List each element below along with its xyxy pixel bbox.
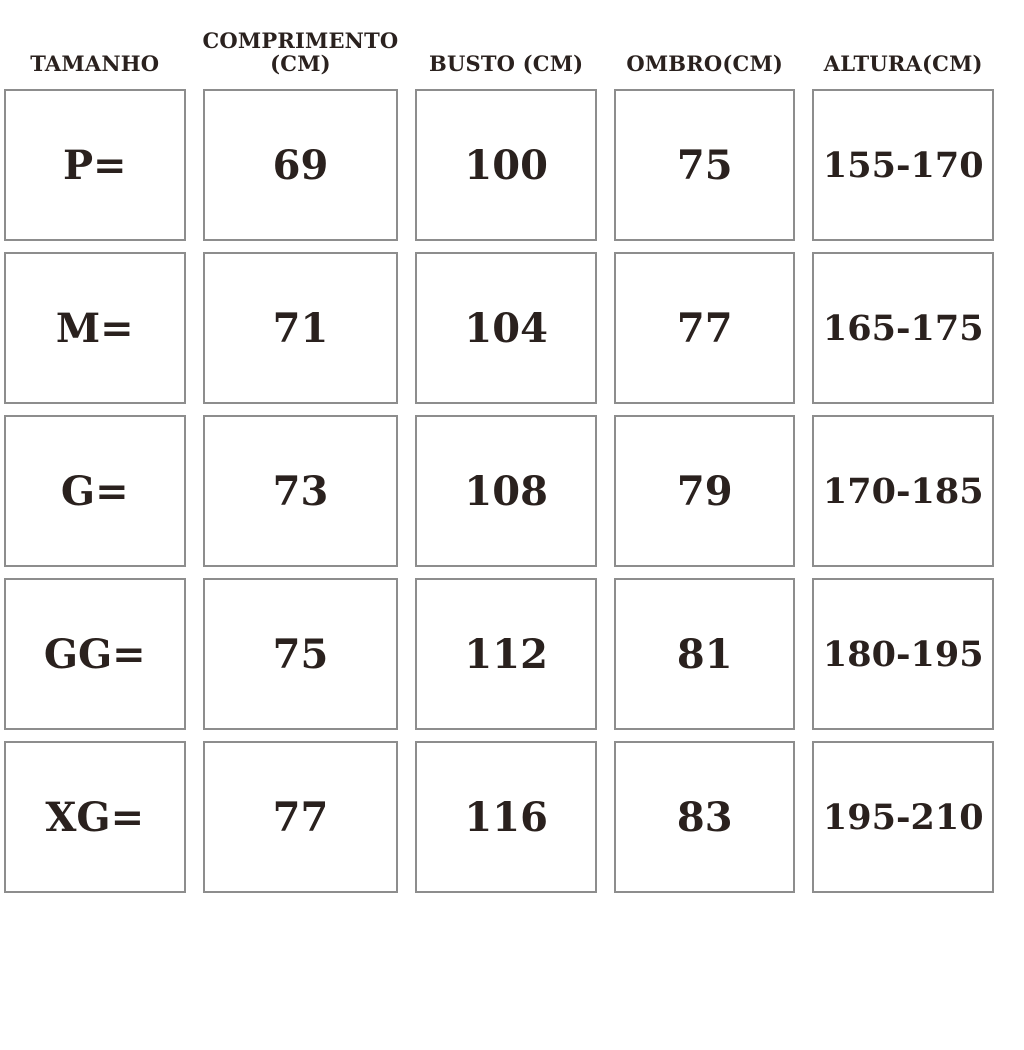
cell-tamanho-gg: GG= <box>4 578 186 730</box>
cell-busto-m: 104 <box>415 252 597 404</box>
cell-tamanho-g: G= <box>4 415 186 567</box>
column-header-ombro: OMBRO(CM) <box>626 51 784 77</box>
size-chart <box>4 26 994 893</box>
cell-tamanho-m: M= <box>4 252 186 404</box>
cell-altura-m: 165-175 <box>812 252 994 404</box>
cell-busto-xg: 116 <box>415 741 597 893</box>
cell-tamanho-p: P= <box>4 89 186 241</box>
cell-ombro-p: 75 <box>614 89 796 241</box>
size-chart-grid <box>4 26 994 893</box>
column-header-altura: ALTURA(CM) <box>823 51 983 77</box>
cell-comprimento-gg: 75 <box>203 578 399 730</box>
cell-altura-gg: 180-195 <box>812 578 994 730</box>
cell-altura-xg: 195-210 <box>812 741 994 893</box>
cell-tamanho-xg: XG= <box>4 741 186 893</box>
cell-busto-g: 108 <box>415 415 597 567</box>
cell-ombro-m: 77 <box>614 252 796 404</box>
column-header-tamanho: TAMANHO <box>30 51 160 77</box>
cell-ombro-xg: 83 <box>614 741 796 893</box>
cell-comprimento-p: 69 <box>203 89 399 241</box>
cell-comprimento-xg: 77 <box>203 741 399 893</box>
cell-busto-p: 100 <box>415 89 597 241</box>
cell-altura-g: 170-185 <box>812 415 994 567</box>
cell-comprimento-m: 71 <box>203 252 399 404</box>
cell-comprimento-g: 73 <box>203 415 399 567</box>
column-header-busto: BUSTO (CM) <box>429 51 584 77</box>
cell-ombro-gg: 81 <box>614 578 796 730</box>
cell-altura-p: 155-170 <box>812 89 994 241</box>
cell-busto-gg: 112 <box>415 578 597 730</box>
column-header-comprimento: COMPRIMENTO (CM) <box>202 27 399 77</box>
cell-ombro-g: 79 <box>614 415 796 567</box>
